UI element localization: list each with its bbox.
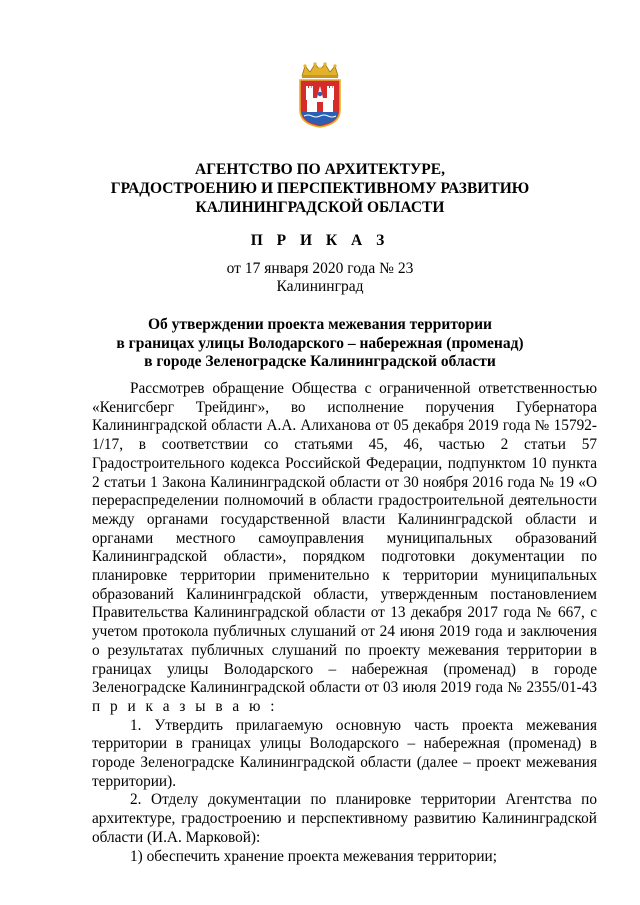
order-word: п р и к а з ы в а ю : [92,697,278,715]
order-body [92,380,597,866]
agency-line: АГЕНТСТВО ПО АРХИТЕКТУРЕ, [195,161,445,178]
order-date-number: от 17 января 2020 года № 23 [226,260,414,277]
subject-line: в городе Зеленоградске Калининградской области [144,353,496,370]
agency-line: КАЛИНИНГРАДСКОЙ ОБЛАСТИ [195,199,445,216]
item-2-paragraph: 2. Отделу документации по планировке территории Агентства по архитектуре, градостроению и перспективному развитию Калининградской области (И.А. Марковой): [92,791,597,846]
kaliningrad-coat-of-arms-icon [297,62,343,128]
item-2-1-paragraph: 1) обеспечить хранение проекта межевания территории; [130,847,497,865]
agency-title [0,160,640,217]
preamble-text: Рассмотрев обращение Общества с ограниченной ответственностью «Кенигсберг Трейдинг», во исполнение поручения Губернатора Калининградской области А.А. Алиханова от 05 декабря 2019 года № 15792-1/17, в соответствии со статьями 45, 46, частью 2 статьи 57 Градостроительного кодекса Российской Федерации, подпунктом 10 пункта 2 статьи 1 Закона Калининградской области от 30 ноября 2016 года № 19 «О перераспределении полномочий в области градостроительной деятельности между органами государственной власти Калининградской области и органами местного самоуправления муниципальных образований Калининградской области», порядком подготовки документации по планировке территории применительно к территории муниципальных образований Калининградской области, утвержденным постановлением Правительства Калининградской области от 13 декабря 2017 года № 667, с учетом протокола публичных слушаний от 24 июня 2019 года и заключения о результатах публичных слушаний по проекту межевания территории в границах улицы Володарского – набережная (променад) в городе Зеленоградске Калининградской области от 03 июля 2019 года № 2355/01-43 [92,380,597,697]
agency-line: ГРАДОСТРОЕНИЮ И ПЕРСПЕКТИВНОМУ РАЗВИТИЮ [110,180,530,197]
document-type-heading: П Р И К А З [250,232,390,249]
item-1-paragraph: 1. Утвердить прилагаемую основную часть проекта межевания территории в границах улицы Володарского – набережная (променад) в городе Зеленоградске Калининградской области (далее – проект межевания территории). [92,716,597,790]
preamble-paragraph [92,380,597,717]
subject-line: в границах улицы Володарского – набережная (променад) [116,334,524,352]
order-city: Калининград [276,278,364,295]
date-and-place [0,260,640,296]
order-subject [0,316,640,372]
subject-line: Об утверждении проекта межевания территории [148,316,492,333]
